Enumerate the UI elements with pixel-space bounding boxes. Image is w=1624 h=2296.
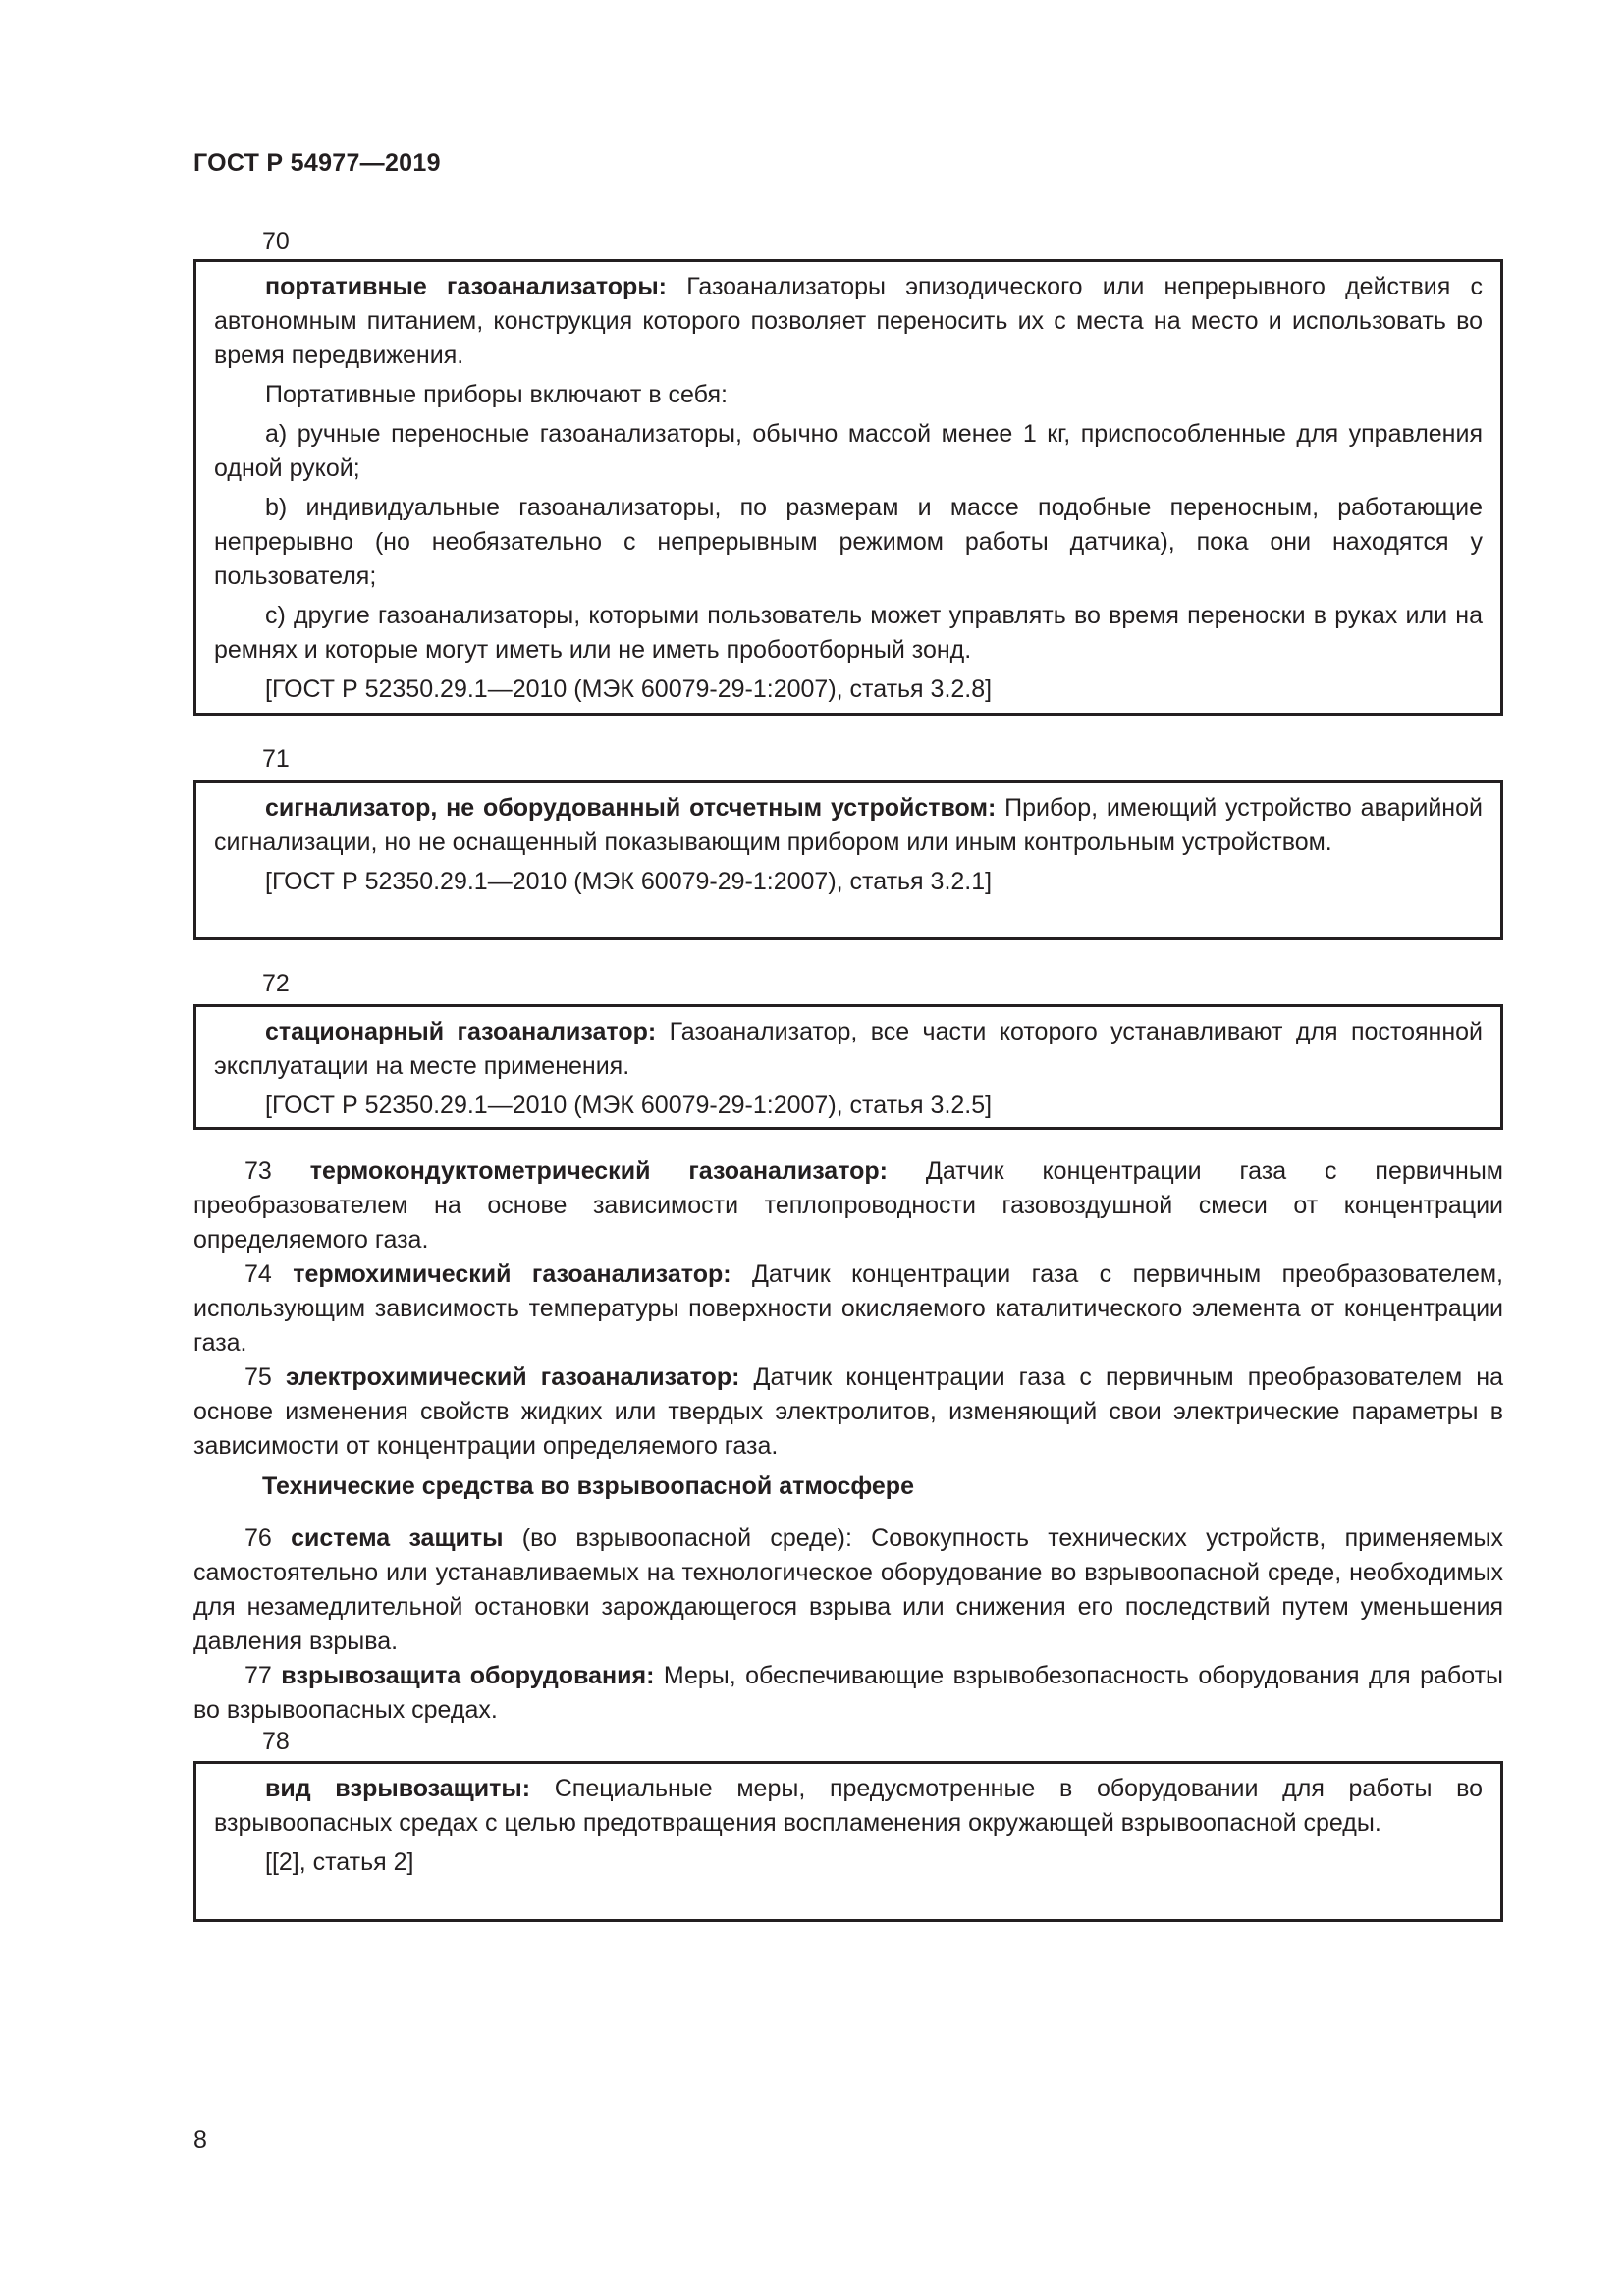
term-definition: Специальные меры, предусмотренные в оборудовании для работы во взрывоопасных средах с целью предотвращения воспламенения окружающей взрывоопасной среды. — [214, 1775, 1483, 1837]
term-title: термохимический газоанализатор: — [293, 1260, 731, 1288]
term-number: 74 — [244, 1260, 272, 1288]
term-title: вид взрывозащиты: — [265, 1775, 531, 1802]
term-paragraph — [193, 1659, 1503, 1728]
term-paragraph — [193, 1361, 1503, 1464]
document-header: ГОСТ Р 54977—2019 — [193, 149, 441, 177]
term-number: 78 — [262, 1728, 290, 1755]
term-note: b) индивидуальные газоанализаторы, по размерам и массе подобные переносным, работающие непрерывно (но необязательно с непрерывным режимом работы датчика), пока они находятся у пользователя; — [214, 494, 1483, 590]
term-title: портативные газоанализаторы: — [265, 273, 667, 300]
term-definition: Прибор, имеющий устройство аварийной сигнализации, но не оснащенный показывающим прибором или иным контрольным устройством. — [214, 794, 1483, 856]
term-number: 77 — [244, 1662, 272, 1689]
term-paragraph — [193, 1154, 1503, 1257]
term-note: Портативные приборы включают в себя: — [265, 381, 728, 408]
term-definition: Газоанализатор, все части которого устанавливают для постоянной эксплуатации на месте применения. — [214, 1018, 1483, 1080]
page-number: 8 — [193, 2126, 207, 2154]
term-paragraph — [214, 1772, 1483, 1841]
term-title: электрохимический газоанализатор: — [285, 1363, 740, 1391]
term-source: [ГОСТ Р 52350.29.1—2010 (МЭК 60079-29-1:2007), статья 3.2.8] — [265, 675, 993, 703]
term-definition: Газоанализаторы эпизодического или непрерывного действия с автономным питанием, конструкция которого позволяет переносить их с места на место и использовать во время передвижения. — [214, 273, 1483, 369]
term-title: стационарный газоанализатор: — [265, 1018, 657, 1045]
term-note: a) ручные переносные газоанализаторы, обычно массой менее 1 кг, приспособленные для управления одной рукой; — [214, 420, 1483, 482]
term-paragraph — [214, 1015, 1483, 1084]
term-definition: (во взрывоопасной среде): Совокупность технических устройств, применяемых самостоятельно или устанавливаемых на технологическое оборудование во взрывоопасной среде, необходимых для незамедлительной остановки зарождающегося взрыва или снижения его последствий путем уменьшения давления взрыва. — [193, 1524, 1503, 1655]
term-box-72 — [193, 1004, 1503, 1130]
term-paragraph — [214, 270, 1483, 373]
term-number: 71 — [262, 745, 290, 773]
term-title: сигнализатор, не оборудованный отсчетным устройством: — [265, 794, 997, 822]
term-title: взрывозащита оборудования: — [281, 1662, 655, 1689]
term-box-71 — [193, 780, 1503, 940]
term-box-70 — [193, 259, 1503, 716]
term-source: [[2], статья 2] — [265, 1848, 414, 1876]
term-definition: Датчик концентрации газа с первичным преобразователем на основе зависимости теплопроводности газовоздушной смеси от концентрации определяемого газа. — [193, 1157, 1503, 1254]
term-title: система защиты — [291, 1524, 504, 1552]
term-paragraph — [214, 791, 1483, 860]
term-definition: Меры, обеспечивающие взрывобезопасность оборудования для работы во взрывоопасных средах. — [193, 1662, 1504, 1724]
terms-73-75 — [193, 1154, 1503, 1464]
term-number: 72 — [262, 970, 290, 997]
term-note: c) другие газоанализаторы, которыми пользователь может управлять во время переноски в руках или на ремнях и которые могут иметь или не иметь пробоотборный зонд. — [214, 602, 1483, 664]
terms-76-77 — [193, 1522, 1503, 1728]
term-paragraph — [193, 1522, 1503, 1659]
section-heading: Технические средства во взрывоопасной атмосфере — [262, 1472, 914, 1500]
term-source: [ГОСТ Р 52350.29.1—2010 (МЭК 60079-29-1:2007), статья 3.2.1] — [265, 868, 993, 895]
term-definition: Датчик концентрации газа с первичным преобразователем, использующим зависимость температуры поверхности окисляемого каталитического элемента от концентрации газа. — [193, 1260, 1503, 1357]
term-number: 76 — [244, 1524, 272, 1552]
term-definition: Датчик концентрации газа с первичным преобразователем на основе изменения свойств жидких или твердых электролитов, изменяющий свои электрические параметры в зависимости от концентрации определяемого газа. — [193, 1363, 1503, 1460]
term-number: 70 — [262, 228, 290, 255]
term-paragraph — [193, 1257, 1503, 1361]
term-box-78 — [193, 1761, 1503, 1922]
term-title: термокондуктометрический газоанализатор: — [309, 1157, 888, 1185]
term-number: 75 — [244, 1363, 272, 1391]
term-source: [ГОСТ Р 52350.29.1—2010 (МЭК 60079-29-1:2007), статья 3.2.5] — [265, 1092, 993, 1119]
term-number: 73 — [244, 1157, 272, 1185]
